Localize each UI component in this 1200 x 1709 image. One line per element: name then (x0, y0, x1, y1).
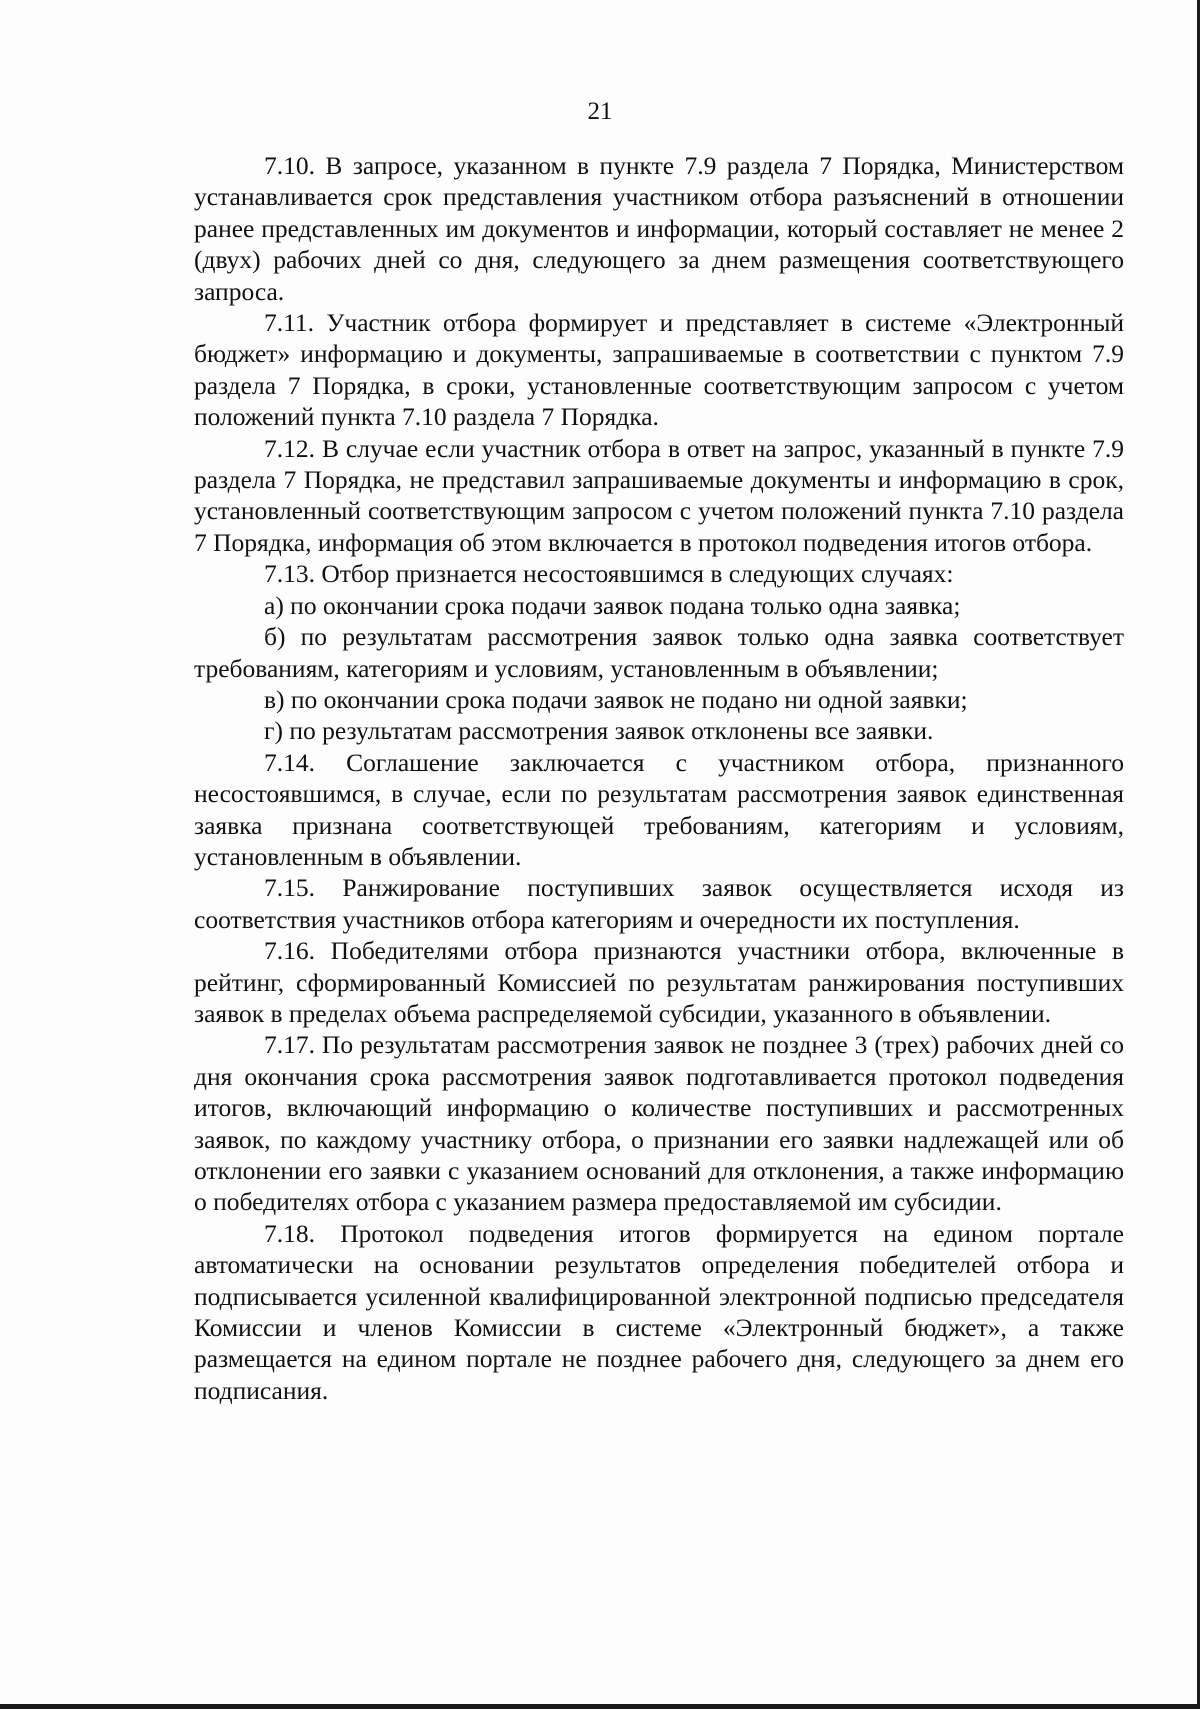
paragraph-7-15: 7.15. Ранжирование поступивших заявок осуществляется исходя из соответствия участников отбора категориям и очередности их поступления. (194, 873, 1124, 934)
page-number: 21 (587, 98, 613, 125)
list-item-g: г) по результатам рассмотрения заявок отклонены все заявки. (264, 716, 934, 746)
document-body (194, 150, 1124, 1406)
list-item-a: а) по окончании срока подачи заявок подана только одна заявка; (264, 590, 961, 620)
paragraph-7-13: 7.13. Отбор признается несостоявшимся в следующих случаях: (264, 559, 954, 589)
paragraph-7-16: 7.16. Победителями отбора признаются участники отбора, включенные в рейтинг, сформированный Комиссией по результатам ранжирования поступивших заявок в пределах объема распределяемой субсидии, указанного в объявлении. (194, 936, 1124, 1028)
paragraph-7-14: 7.14. Соглашение заключается с участником отбора, признанного несостоявшимся, в случае, если по результатам рассмотрения заявок единственная заявка признана соответствующей требованиям, категориям и условиям, установленным в объявлении. (194, 747, 1124, 871)
paragraph-7-10: 7.10. В запросе, указанном в пункте 7.9 раздела 7 Порядка, Министерством устанавливается срок представления участником отбора разъяснений в отношении ранее представленных им документов и информации, который составляет не менее 2 (двух) рабочих дней со дня, следующего за днем размещения соответствующего запроса. (194, 151, 1124, 306)
paragraph-7-12: 7.12. В случае если участник отбора в ответ на запрос, указанный в пункте 7.9 раздела 7 Порядка, не представил запрашиваемые документы и информацию в срок, установленный соответствующим запросом с учетом положений пункта 7.10 раздела 7 Порядка, информация об этом включается в протокол подведения итогов отбора. (194, 433, 1124, 557)
paragraph-7-18: 7.18. Протокол подведения итогов формируется на едином портале автоматически на основании результатов определения победителей отбора и подписывается усиленной квалифицированной электронной подписью председателя Комиссии и членов Комиссии в системе «Электронный бюджет», а также размещается на едином портале не позднее рабочего дня, следующего за днем его подписания. (194, 1218, 1124, 1405)
paragraph-7-11: 7.11. Участник отбора формирует и представляет в системе «Электронный бюджет» информацию и документы, запрашиваемые в соответствии с пунктом 7.9 раздела 7 Порядка, в сроки, установленные соответствующим запросом с учетом положений пункта 7.10 раздела 7 Порядка. (194, 308, 1124, 432)
scan-edge-bottom (0, 1704, 1200, 1709)
list-item-b: б) по результатам рассмотрения заявок только одна заявка соответствует требованиям, категориям и условиям, установленным в объявлении; (194, 622, 1124, 683)
list-item-v: в) по окончании срока подачи заявок не подано ни одной заявки; (264, 684, 968, 714)
paragraph-7-17: 7.17. По результатам рассмотрения заявок не позднее 3 (трех) рабочих дней со дня окончания срока рассмотрения заявок подготавливается протокол подведения итогов, включающий информацию о количестве поступивших и рассмотренных заявок, по каждому участнику отбора, о признании его заявки надлежащей или об отклонении его заявки с указанием оснований для отклонения, а также информацию о победителях отбора с указанием размера предоставляемой им субсидии. (194, 1030, 1124, 1217)
